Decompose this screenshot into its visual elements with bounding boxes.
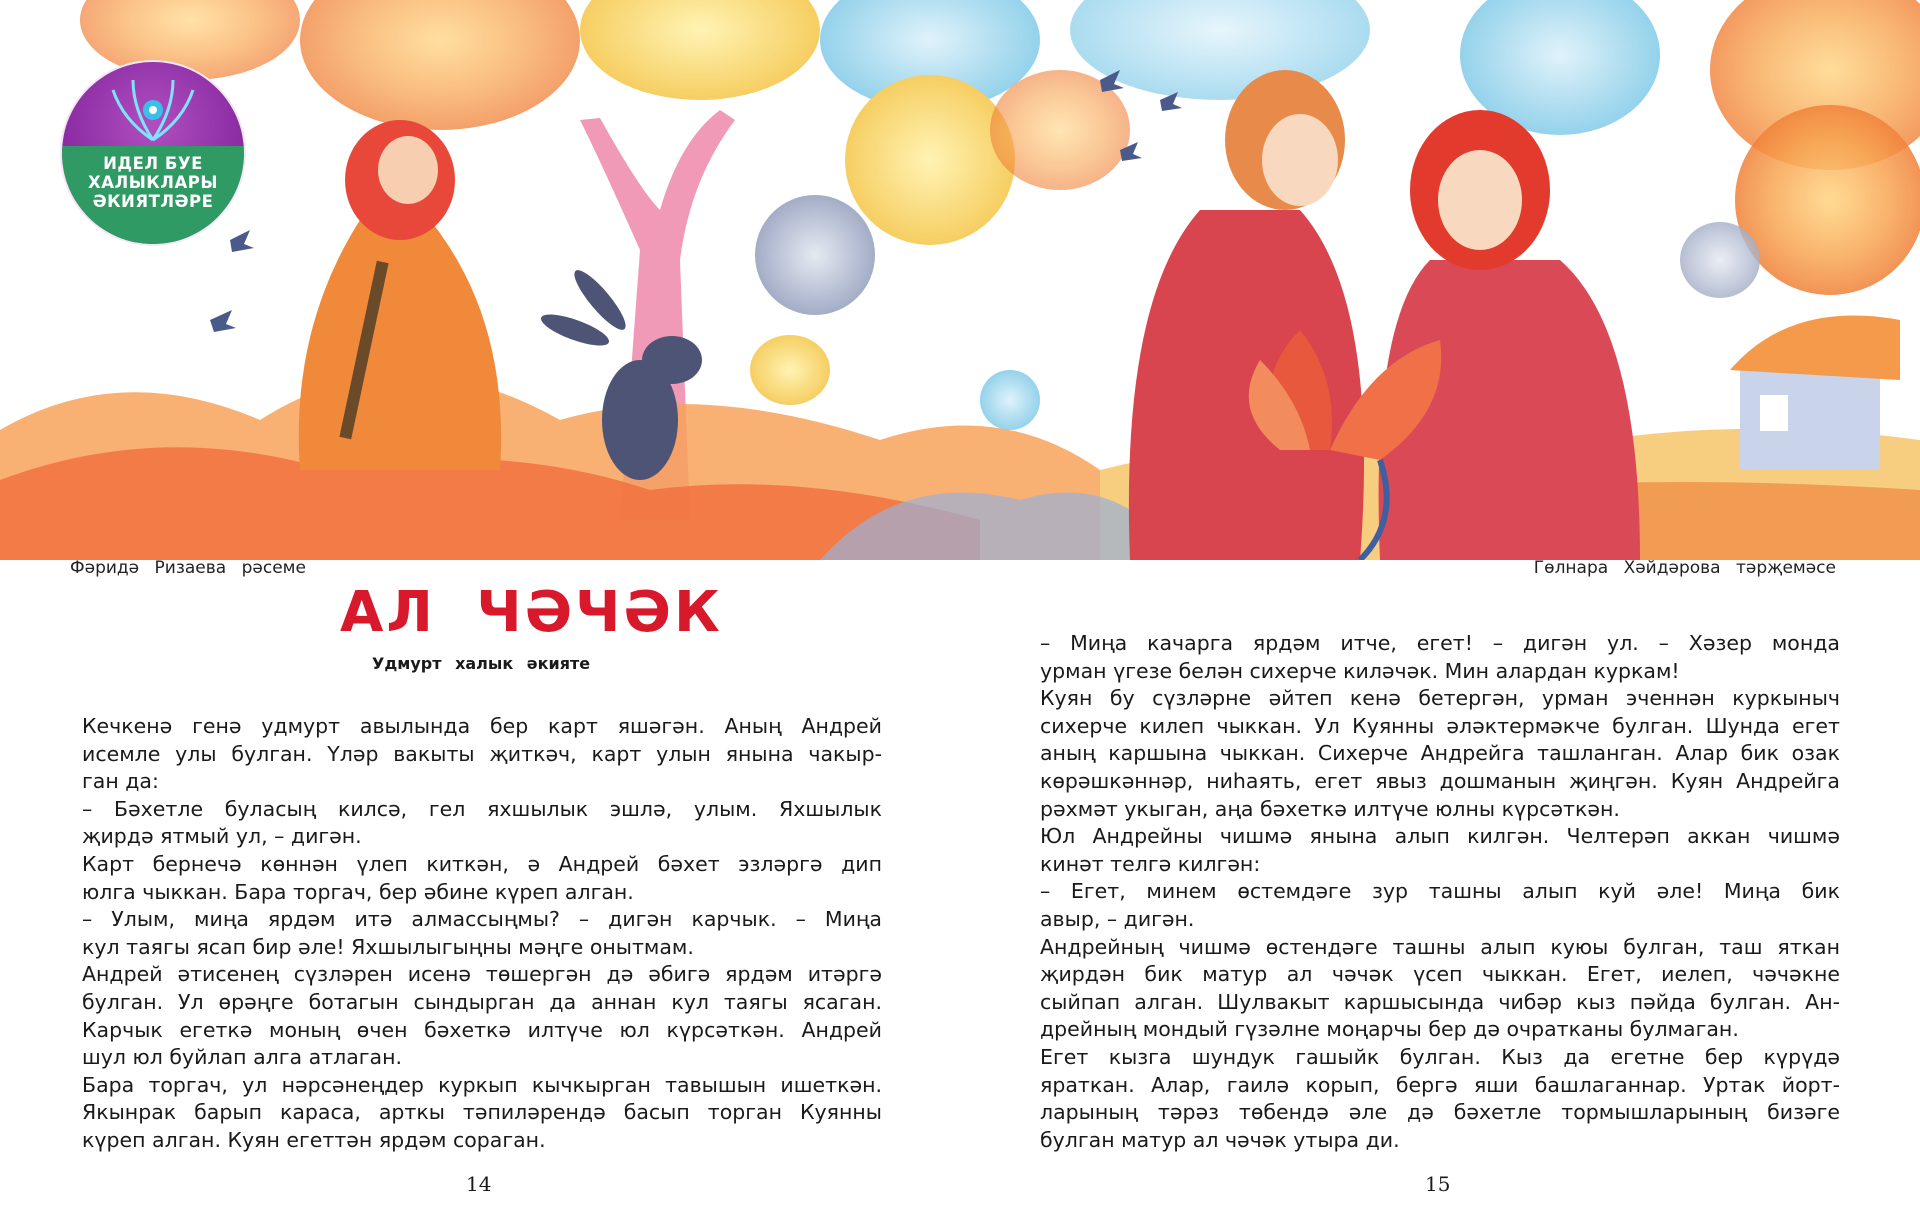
text-line: ган да: bbox=[82, 769, 159, 794]
text-line: урман үгезе белән сихерче киләчәк. Мин алардан куркам! bbox=[1040, 658, 1680, 683]
young-woman-figure bbox=[1379, 110, 1640, 560]
text-line: Егет кызга шундук гашыйк булган. Кыз да егетне бер күрүдә bbox=[1040, 1044, 1840, 1069]
page-number-right: 15 bbox=[1425, 1172, 1451, 1196]
text-line: сихерче килеп чыккан. Ул Куянны әләктермәкче булган. Шунда егет bbox=[1040, 713, 1840, 738]
text-line: аның каршына чыккан. Сихерче Андрейга ташланган. Алар бик озак bbox=[1040, 741, 1840, 766]
text-line: Бара торгач, ул нәрсәнеңдер куркып кычкырган тавышын ишеткән. bbox=[82, 1072, 882, 1097]
text-line: көрәшкәннәр, ниһаять, егет явыз дошманын җиңгән. Куян Андрейга bbox=[1040, 768, 1840, 793]
text-line: күреп алган. Куян егеттән ярдәм сораган. bbox=[82, 1127, 546, 1152]
badge-line: ИДЕЛ БУЕ bbox=[103, 154, 203, 173]
illustrator-credit: Фәридә Ризаева рәсеме bbox=[70, 558, 306, 578]
old-woman-figure bbox=[299, 120, 501, 470]
house bbox=[1730, 316, 1900, 470]
text-line: яраткан. Алар, гаилә корып, бергә яши башлаганнар. Уртак йорт- bbox=[1040, 1072, 1840, 1097]
story-title: АЛ ЧӘЧӘК bbox=[340, 580, 723, 645]
story-illustration bbox=[0, 0, 1920, 560]
page-number-left: 14 bbox=[466, 1172, 492, 1196]
series-badge bbox=[62, 62, 244, 244]
text-line: – Улым, миңа ярдәм итә алмассыңмы? – дигән карчык. – Миңа bbox=[82, 907, 882, 932]
right-page-text bbox=[1040, 630, 1840, 1154]
text-line: авыр, – дигән. bbox=[1040, 906, 1195, 931]
text-line: җирдән бик матур ал чәчәк үсеп чыккан. Егет, иелеп, чәчәкне bbox=[1040, 962, 1840, 987]
text-line: Якынрак барып караса, арткы тәпиләрендә басып торган Куянны bbox=[82, 1100, 882, 1125]
text-line: Андрей әтисенең сүзләрен исенә төшергән дә әбигә ярдәм итәргә bbox=[82, 962, 882, 987]
text-line: булган. Ул өрәңге ботагын сындырган да аннан кул таягы ясаган. bbox=[82, 989, 882, 1014]
badge-title bbox=[62, 154, 244, 211]
text-line: Юл Андрейны чишмә янына алып килгән. Челтерәп аккан чишмә bbox=[1040, 824, 1840, 849]
text-line: Кечкенә генә удмурт авылында бер карт яшәгән. Аның Андрей bbox=[82, 714, 882, 738]
left-page-text bbox=[82, 713, 882, 1155]
text-line: ларының тәрәз төбендә әле дә бәхетле тормышларының бизәге bbox=[1040, 1100, 1840, 1125]
badge-line: ХАЛЫКЛАРЫ bbox=[88, 173, 218, 192]
text-line: кинәт телгә килгән: bbox=[1040, 851, 1261, 876]
text-line: исемле улы булган. Үләр вакыты җиткәч, карт улын янына чакыр- bbox=[82, 741, 882, 766]
text-line: Карт бернечә көннән үлеп киткән, ә Андрей бәхет эзләргә дип bbox=[82, 851, 882, 876]
text-line: җирдә ятмый ул, – дигән. bbox=[82, 824, 362, 849]
story-subtitle: Удмурт халык әкияте bbox=[372, 654, 591, 673]
text-line: Карчык егеткә моның өчен бәхеткә илтүче юл күрсәткән. Андрей bbox=[82, 1017, 882, 1042]
text-line: булган матур ал чәчәк утыра ди. bbox=[1040, 1127, 1400, 1152]
text-line: – Бәхетле буласың килсә, гел яхшылык эшлә, улым. Яхшылык bbox=[82, 796, 882, 821]
text-line: – Миңа качарга ярдәм итче, егет! – дигән ул. – Хәзер монда bbox=[1040, 631, 1840, 655]
text-line: дрейның мондый гүзәлне моңарчы бер дә очратканы булмаган. bbox=[1040, 1017, 1739, 1042]
young-man-figure bbox=[1129, 70, 1364, 560]
text-line: кул таягы ясап бир әле! Яхшылыгыңны мәңге онытмам. bbox=[82, 934, 694, 959]
text-line: шул юл буйлап алга атлаган. bbox=[82, 1045, 403, 1070]
text-line: юлга чыккан. Бара торгач, бер әбине күреп алган. bbox=[82, 879, 634, 904]
text-line: сыйпап алган. Шулвакыт каршысында чибәр кыз пәйда булган. Ан- bbox=[1040, 989, 1840, 1014]
badge-line: ӘКИЯТЛӘРЕ bbox=[92, 192, 214, 211]
peacock-icon bbox=[103, 70, 203, 148]
text-line: Куян бу сүзләрне әйтеп кенә бетергән, урман эченнән куркыныч bbox=[1040, 686, 1840, 711]
text-line: Андрейның чишмә өстендәге ташны алып куюы булган, таш яткан bbox=[1040, 934, 1840, 959]
text-line: рәхмәт укыган, аңа бәхеткә илтүче юлны күрсәткән. bbox=[1040, 796, 1620, 821]
translator-credit: Гөлнара Хәйдәрова тәрҗемәсе bbox=[1533, 558, 1836, 578]
text-line: – Егет, минем өстемдәге зур ташны алып куй әле! Миңа бик bbox=[1040, 879, 1840, 904]
